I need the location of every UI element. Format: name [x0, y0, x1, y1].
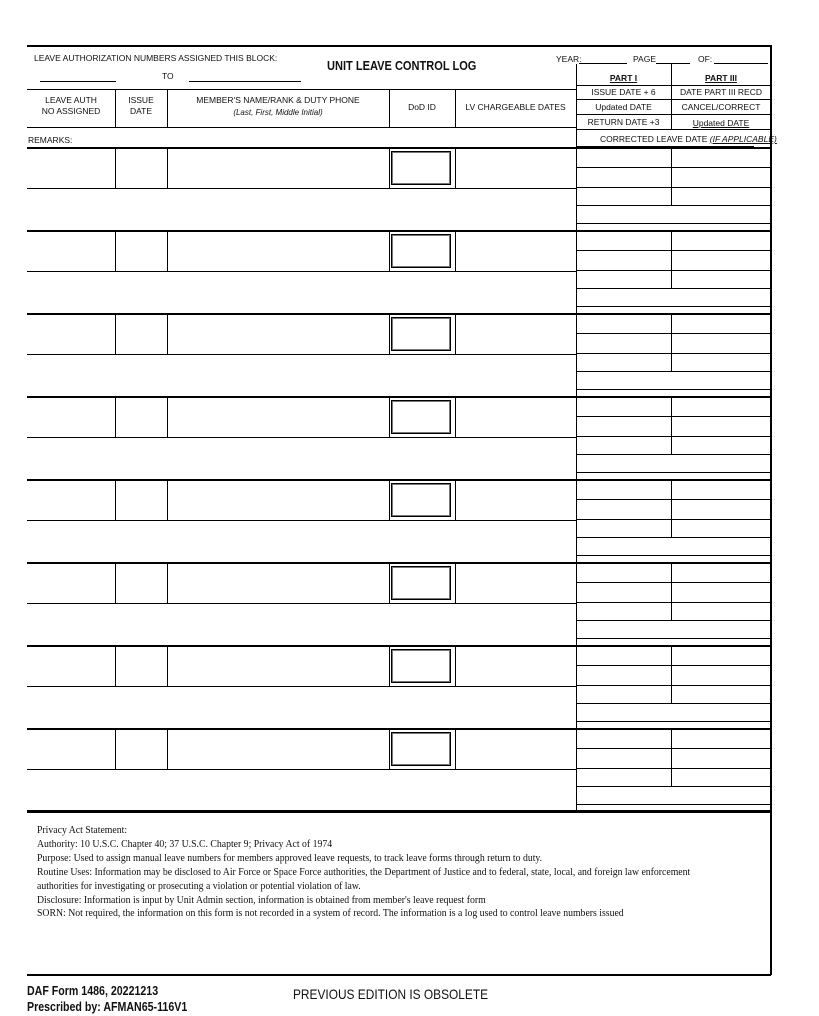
- privacy-purpose: Purpose: Used to assign manual leave numbers for members approved leave requests, to track leave forms through return to duty.: [37, 852, 543, 864]
- leave-auth-cell[interactable]: [27, 396, 115, 437]
- lv-dates-cell[interactable]: [455, 562, 576, 603]
- issue-date-cell[interactable]: [115, 645, 167, 686]
- part-1-label: PART I: [609, 73, 638, 83]
- privacy-act-statement: [37, 824, 725, 921]
- col-issue-1: ISSUE: [128, 95, 154, 105]
- of-field[interactable]: [714, 63, 768, 64]
- col-issue-2: DATE: [129, 106, 153, 116]
- member-cell[interactable]: [167, 313, 389, 354]
- part-1-cell[interactable]: [577, 148, 670, 205]
- year-field[interactable]: [579, 63, 627, 64]
- issue-plus6-label: ISSUE DATE + 6: [591, 87, 656, 97]
- leave-auth-cell[interactable]: [27, 728, 115, 769]
- updated-date-label: Updated DATE: [595, 102, 652, 112]
- issue-date-cell[interactable]: [115, 230, 167, 271]
- issue-date-cell[interactable]: [115, 147, 167, 188]
- col-member: MEMBER'S NAME/RANK & DUTY PHONE: [196, 95, 360, 105]
- leave-auth-cell[interactable]: [27, 313, 115, 354]
- page-label: PAGE: [633, 54, 656, 64]
- obsolete-notice: PREVIOUS EDITION IS OBSOLETE: [293, 986, 489, 1002]
- corrected-date-cell[interactable]: [577, 372, 769, 395]
- dod-id-box[interactable]: [391, 317, 451, 351]
- part-1-cell[interactable]: [577, 397, 670, 454]
- dod-id-box[interactable]: [391, 400, 451, 434]
- corrected-date-cell[interactable]: [577, 206, 769, 229]
- col-member-sub: (Last, First, Middle Initial): [233, 108, 323, 117]
- col-leave-auth-1: LEAVE AUTH: [45, 95, 97, 105]
- remarks-cell[interactable]: [27, 604, 576, 644]
- remarks-cell[interactable]: [27, 272, 576, 312]
- leave-auth-cell[interactable]: [27, 479, 115, 520]
- remarks-cell[interactable]: [27, 770, 576, 810]
- dod-id-box[interactable]: [391, 151, 451, 185]
- lv-dates-cell[interactable]: [455, 396, 576, 437]
- dod-id-box[interactable]: [391, 649, 451, 683]
- remarks-cell[interactable]: [27, 687, 576, 727]
- return-plus3-label: RETURN DATE +3: [587, 117, 660, 127]
- date-part3-label: DATE PART III RECD: [679, 87, 763, 97]
- member-cell[interactable]: [167, 230, 389, 271]
- part-3-cell[interactable]: [672, 148, 769, 205]
- form-id: DAF Form 1486, 20221213: [27, 984, 159, 998]
- updated-date-label-2: Updated DATE: [692, 118, 750, 128]
- member-cell[interactable]: [167, 728, 389, 769]
- prescribed-by: Prescribed by: AFMAN65-116V1: [27, 1000, 188, 1014]
- leave-auth-cell[interactable]: [27, 147, 115, 188]
- member-cell[interactable]: [167, 396, 389, 437]
- part-1-cell[interactable]: [577, 729, 670, 786]
- corrected-date-cell[interactable]: [577, 621, 769, 644]
- privacy-disclosure: Disclosure: Information is input by Unit Admin section, information is obtained from member's leave request form: [37, 894, 486, 906]
- dod-id-box[interactable]: [391, 483, 451, 517]
- part-3-cell[interactable]: [672, 646, 769, 703]
- leave-auth-cell[interactable]: [27, 645, 115, 686]
- member-cell[interactable]: [167, 147, 389, 188]
- dod-id-box[interactable]: [391, 234, 451, 268]
- leave-number-to-line[interactable]: [189, 81, 301, 82]
- part-3-cell[interactable]: [672, 397, 769, 454]
- privacy-heading: Privacy Act Statement:: [37, 825, 128, 836]
- part-1-cell[interactable]: [577, 314, 670, 371]
- issue-date-cell[interactable]: [115, 728, 167, 769]
- issue-date-cell[interactable]: [115, 562, 167, 603]
- dod-id-box[interactable]: [391, 566, 451, 600]
- privacy-routine-uses: Routine Uses: Information may be disclosed to Air Force or Space Force authorities, the Department of Justice and to federal, state, local, and foreign law enforcement authorities for investigating or prosecuting a violation or potential violation of law.: [37, 866, 691, 892]
- member-cell[interactable]: [167, 562, 389, 603]
- part-3-cell[interactable]: [672, 729, 769, 786]
- leave-auth-cell[interactable]: [27, 562, 115, 603]
- member-cell[interactable]: [167, 479, 389, 520]
- lv-dates-cell[interactable]: [455, 147, 576, 188]
- dod-id-box[interactable]: [391, 732, 451, 766]
- issue-date-cell[interactable]: [115, 313, 167, 354]
- part-1-cell[interactable]: [577, 480, 670, 537]
- issue-date-cell[interactable]: [115, 396, 167, 437]
- lv-dates-cell[interactable]: [455, 230, 576, 271]
- leave-auth-cell[interactable]: [27, 230, 115, 271]
- corrected-date-cell[interactable]: [577, 787, 769, 810]
- remarks-cell[interactable]: [27, 521, 576, 561]
- lv-dates-cell[interactable]: [455, 479, 576, 520]
- part-1-cell[interactable]: [577, 646, 670, 703]
- year-label: YEAR:: [556, 54, 582, 64]
- part-1-cell[interactable]: [577, 563, 670, 620]
- leave-number-from-line[interactable]: [40, 81, 116, 82]
- member-cell[interactable]: [167, 645, 389, 686]
- corrected-leave-date-label: CORRECTED LEAVE DATE (IF APPLICABLE): [600, 134, 777, 144]
- col-dod-id: DoD ID: [408, 102, 436, 112]
- part-3-cell[interactable]: [672, 314, 769, 371]
- remarks-cell[interactable]: [27, 438, 576, 478]
- lv-dates-cell[interactable]: [455, 728, 576, 769]
- part-1-cell[interactable]: [577, 231, 670, 288]
- part-3-cell[interactable]: [672, 563, 769, 620]
- col-lv-dates: LV CHARGEABLE DATES: [465, 102, 566, 112]
- part-3-cell[interactable]: [672, 231, 769, 288]
- of-label: OF:: [698, 54, 713, 64]
- to-label: TO: [162, 71, 174, 81]
- leave-numbers-label: LEAVE AUTHORIZATION NUMBERS ASSIGNED THIS BLOCK:: [34, 53, 278, 63]
- privacy-authority: Authority: 10 U.S.C. Chapter 40; 37 U.S.C. Chapter 9; Privacy Act of 1974: [37, 838, 333, 850]
- remarks-label: REMARKS:: [28, 135, 73, 145]
- corrected-date-cell[interactable]: [577, 455, 769, 478]
- lv-dates-cell[interactable]: [455, 313, 576, 354]
- part-3-cell[interactable]: [672, 480, 769, 537]
- remarks-cell[interactable]: [27, 355, 576, 395]
- page-field[interactable]: [656, 63, 690, 64]
- col-leave-auth-2: NO ASSIGNED: [41, 106, 101, 116]
- corrected-date-cell[interactable]: [577, 538, 769, 561]
- part-3-label: PART III: [705, 73, 737, 83]
- remarks-cell[interactable]: [27, 189, 576, 229]
- privacy-sorn: SORN: Not required, the information on this form is not recorded in a system of record. The information is a log used to control leave numbers issued: [37, 908, 624, 920]
- page-title: UNIT LEAVE CONTROL LOG: [327, 58, 477, 73]
- cancel-correct-label: CANCEL/CORRECT: [681, 102, 761, 112]
- corrected-date-cell[interactable]: [577, 704, 769, 727]
- issue-date-cell[interactable]: [115, 479, 167, 520]
- lv-dates-cell[interactable]: [455, 645, 576, 686]
- corrected-date-cell[interactable]: [577, 289, 769, 312]
